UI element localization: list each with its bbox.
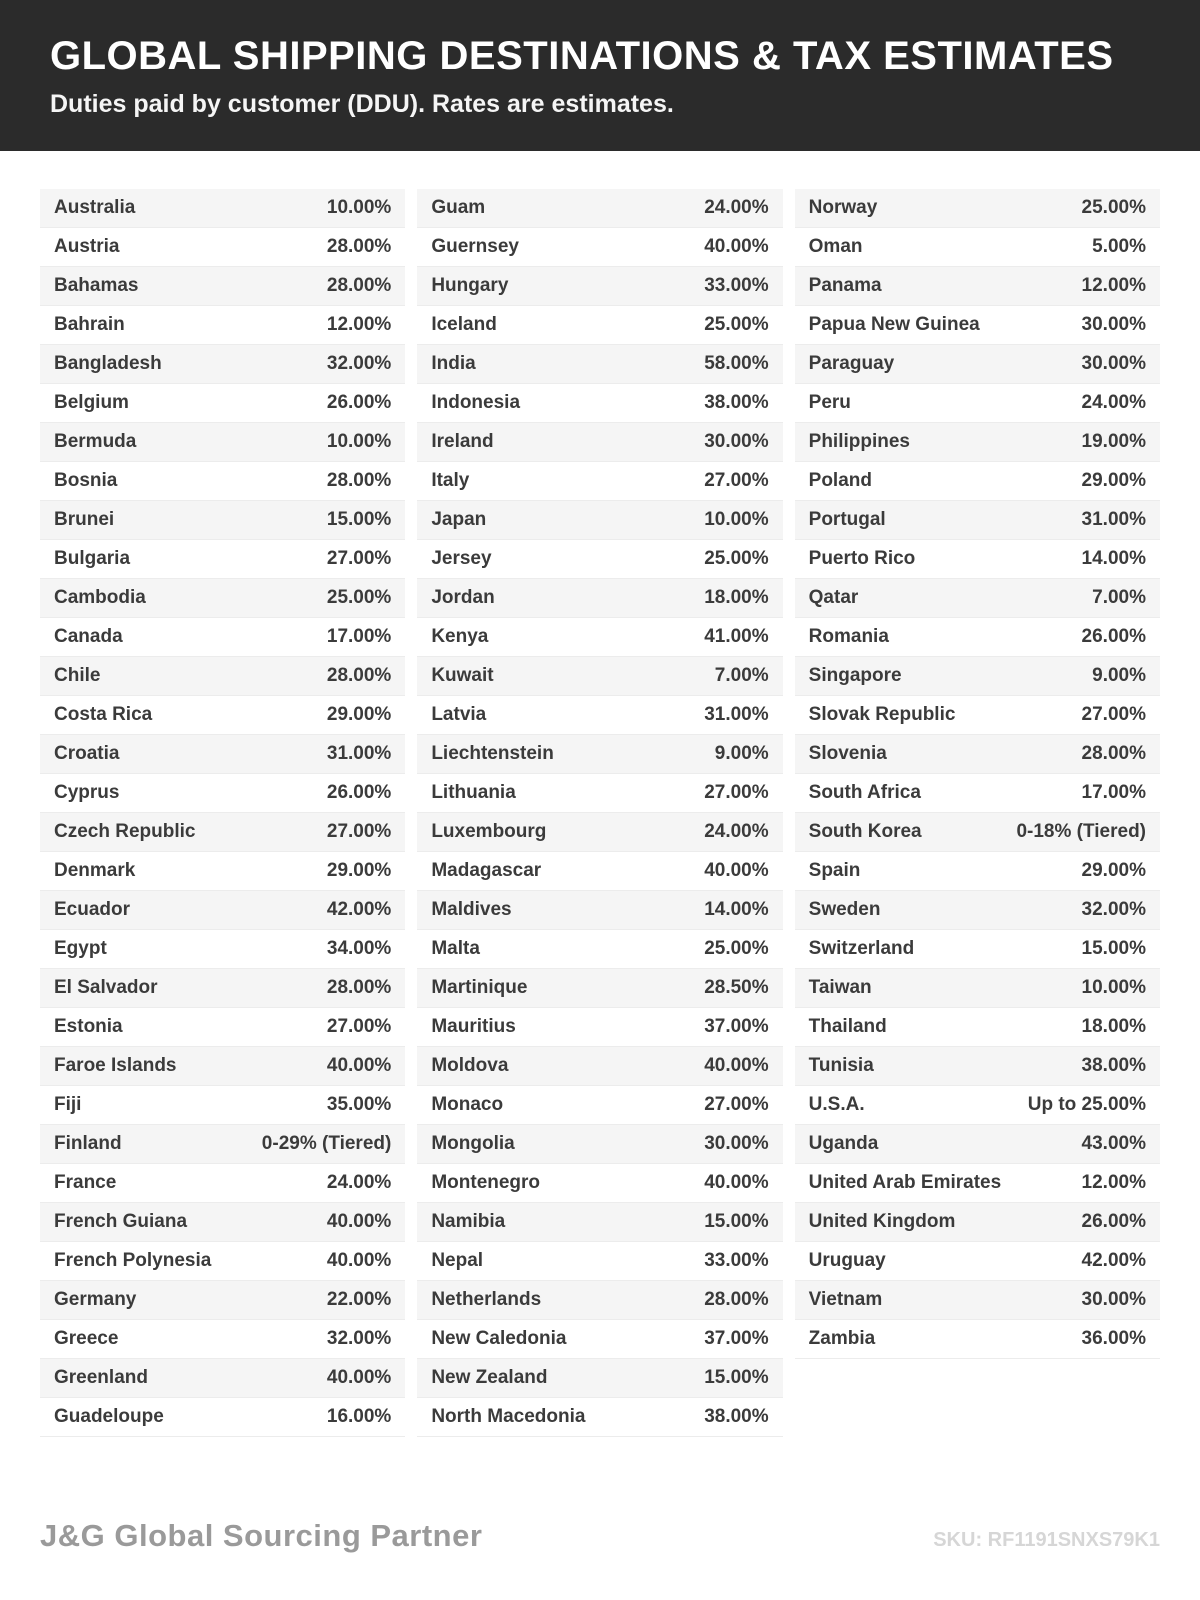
country-label: Germany (54, 1289, 137, 1310)
rate-value: 28.00% (704, 1289, 769, 1310)
rate-value: 14.00% (704, 899, 769, 920)
country-label: Chile (54, 665, 101, 686)
country-label: France (54, 1172, 117, 1193)
table-row (40, 1086, 405, 1125)
country-label: Guernsey (431, 236, 519, 257)
page-subtitle: Duties paid by customer (DDU). Rates are estimates. (50, 90, 674, 118)
rate-value: 27.00% (704, 470, 769, 491)
rate-value: 18.00% (1081, 1016, 1146, 1037)
table-row (417, 267, 782, 306)
table-row (417, 696, 782, 735)
rate-value: 25.00% (1081, 197, 1146, 218)
country-label: New Zealand (431, 1367, 548, 1388)
table-row (40, 1281, 405, 1320)
table-row (795, 501, 1160, 540)
rate-value: 25.00% (704, 548, 769, 569)
country-label: El Salvador (54, 977, 158, 998)
country-label: Paraguay (808, 353, 895, 374)
rate-value: 42.00% (1081, 1250, 1146, 1271)
country-label: Jordan (431, 587, 495, 608)
rate-value: 25.00% (326, 587, 392, 608)
country-label: Guadeloupe (54, 1406, 164, 1427)
country-label: Bulgaria (54, 548, 131, 569)
table-row (40, 501, 405, 540)
country-label: India (431, 353, 476, 374)
table-row (795, 540, 1160, 579)
rate-value: 12.00% (1081, 1172, 1146, 1193)
table-row (40, 1398, 405, 1437)
country-label: Slovenia (808, 743, 887, 764)
table-row (40, 1164, 405, 1203)
rate-value: 24.00% (1081, 392, 1146, 413)
table-row (40, 891, 405, 930)
country-label: Belgium (54, 392, 129, 413)
table-row (795, 735, 1160, 774)
rate-value: 37.00% (704, 1016, 769, 1037)
table-row (417, 189, 782, 228)
rate-value: 38.00% (1081, 1055, 1146, 1076)
country-label: Ireland (431, 431, 494, 452)
country-label: Jersey (431, 548, 492, 569)
country-label: Italy (431, 470, 470, 491)
rate-value: 28.00% (326, 275, 392, 296)
country-label: Mauritius (431, 1016, 516, 1037)
table-row (795, 852, 1160, 891)
table-row (40, 306, 405, 345)
rate-value: 10.00% (704, 509, 769, 530)
country-label: Portugal (808, 509, 886, 530)
table-row (40, 1125, 405, 1164)
table-row (417, 1008, 782, 1047)
country-label: Egypt (54, 938, 107, 959)
table-row (417, 930, 782, 969)
table-row (795, 228, 1160, 267)
table-row (795, 657, 1160, 696)
table-row (40, 813, 405, 852)
country-label: South Korea (808, 821, 922, 842)
rate-value: 40.00% (704, 236, 769, 257)
rate-value: 40.00% (704, 1172, 769, 1193)
rate-value: 29.00% (1081, 470, 1146, 491)
rate-value: 40.00% (326, 1055, 392, 1076)
table-row (795, 930, 1160, 969)
rate-value: 28.00% (326, 977, 392, 998)
rate-value: 32.00% (326, 353, 392, 374)
table-row (40, 345, 405, 384)
rate-value: 10.00% (326, 197, 392, 218)
table-row (795, 384, 1160, 423)
rate-value: 40.00% (704, 860, 769, 881)
table-row (795, 1242, 1160, 1281)
country-label: Moldova (431, 1055, 509, 1076)
country-label: Cyprus (54, 782, 120, 803)
rate-value: 42.00% (326, 899, 392, 920)
table-row (40, 1008, 405, 1047)
rate-value: 9.00% (714, 743, 769, 764)
rate-value: 37.00% (704, 1328, 769, 1349)
table-row (40, 735, 405, 774)
country-label: Puerto Rico (808, 548, 916, 569)
table-row (417, 501, 782, 540)
rate-value: 24.00% (326, 1172, 392, 1193)
table-row (795, 306, 1160, 345)
rate-value: 10.00% (1081, 977, 1146, 998)
page-title: GLOBAL SHIPPING DESTINATIONS & TAX ESTIMATES (50, 34, 1114, 78)
table-row (417, 540, 782, 579)
table-row (40, 267, 405, 306)
country-label: South Africa (808, 782, 921, 803)
table-row (40, 696, 405, 735)
table-row (40, 969, 405, 1008)
table-row (795, 462, 1160, 501)
table-row (417, 228, 782, 267)
table-row (40, 618, 405, 657)
rate-value: 7.00% (714, 665, 769, 686)
country-label: Thailand (808, 1016, 887, 1037)
table-row (417, 1086, 782, 1125)
rate-value: 26.00% (326, 782, 392, 803)
rate-value: 40.00% (326, 1211, 392, 1232)
country-label: Maldives (431, 899, 512, 920)
country-label: Austria (54, 236, 120, 257)
rate-value: 15.00% (704, 1211, 769, 1232)
country-label: Uruguay (808, 1250, 886, 1271)
country-label: Martinique (431, 977, 528, 998)
table-row (40, 1242, 405, 1281)
rate-value: 7.00% (1092, 587, 1146, 608)
table-row (795, 267, 1160, 306)
rate-value: 32.00% (326, 1328, 392, 1349)
page-footer (0, 1518, 1200, 1600)
country-label: Montenegro (431, 1172, 541, 1193)
table-row (417, 1398, 782, 1437)
country-label: Panama (808, 275, 882, 296)
rate-value: 28.50% (704, 977, 769, 998)
country-label: Zambia (808, 1328, 876, 1349)
table-row (417, 1359, 782, 1398)
rate-value: 28.00% (326, 665, 392, 686)
country-label: Peru (808, 392, 851, 413)
rate-value: 28.00% (326, 470, 392, 491)
rate-value: 26.00% (326, 392, 392, 413)
table-row (417, 774, 782, 813)
country-label: French Polynesia (54, 1250, 212, 1271)
country-label: Spain (808, 860, 861, 881)
rate-value: 27.00% (704, 782, 769, 803)
table-row (417, 384, 782, 423)
country-label: Tunisia (808, 1055, 874, 1076)
country-label: Kuwait (431, 665, 494, 686)
table-row (417, 423, 782, 462)
rate-value: 29.00% (1081, 860, 1146, 881)
country-label: Ecuador (54, 899, 131, 920)
table-row (417, 618, 782, 657)
rate-value: 27.00% (326, 821, 392, 842)
rate-value: 30.00% (704, 1133, 769, 1154)
rate-value: 27.00% (1081, 704, 1146, 725)
country-label: Denmark (54, 860, 136, 881)
brand-name: J&G Global Sourcing Partner (40, 1518, 483, 1553)
table-row (417, 306, 782, 345)
country-label: Australia (54, 197, 136, 218)
country-label: Namibia (431, 1211, 506, 1232)
rate-value: 15.00% (326, 509, 392, 530)
rate-value: 30.00% (1081, 1289, 1146, 1310)
rate-value: 5.00% (1092, 236, 1146, 257)
table-row (795, 1281, 1160, 1320)
country-label: United Arab Emirates (808, 1172, 1002, 1193)
rate-value: 29.00% (326, 704, 392, 725)
rate-value: 38.00% (704, 392, 769, 413)
table-row (417, 345, 782, 384)
rate-value: 30.00% (1081, 353, 1146, 374)
country-label: Hungary (431, 275, 509, 296)
rate-value: 27.00% (326, 548, 392, 569)
table-row (40, 657, 405, 696)
rate-value: 28.00% (326, 236, 392, 257)
country-label: U.S.A. (808, 1094, 865, 1115)
rate-value: 34.00% (326, 938, 392, 959)
table-row (417, 852, 782, 891)
rate-column (40, 189, 405, 1437)
rate-value: 0-29% (Tiered) (261, 1133, 392, 1154)
country-label: Croatia (54, 743, 120, 764)
country-label: French Guiana (54, 1211, 188, 1232)
rate-value: 26.00% (1081, 1211, 1146, 1232)
country-label: Indonesia (431, 392, 521, 413)
country-label: Luxembourg (431, 821, 547, 842)
country-label: Mongolia (431, 1133, 515, 1154)
rate-value: 15.00% (704, 1367, 769, 1388)
table-row (417, 1203, 782, 1242)
table-row (40, 774, 405, 813)
rate-value: 12.00% (1081, 275, 1146, 296)
country-label: Philippines (808, 431, 911, 452)
country-label: United Kingdom (808, 1211, 956, 1232)
table-row (40, 579, 405, 618)
rate-value: 14.00% (1081, 548, 1146, 569)
table-row (417, 1164, 782, 1203)
table-row (417, 1047, 782, 1086)
table-row (795, 423, 1160, 462)
country-label: Estonia (54, 1016, 123, 1037)
table-row (795, 579, 1160, 618)
rate-value: 38.00% (704, 1406, 769, 1427)
country-label: Greece (54, 1328, 119, 1349)
country-label: North Macedonia (431, 1406, 586, 1427)
country-label: Oman (808, 236, 863, 257)
table-row (795, 969, 1160, 1008)
country-label: Qatar (808, 587, 859, 608)
table-row (40, 462, 405, 501)
table-row (40, 540, 405, 579)
table-row (795, 1203, 1160, 1242)
table-row (417, 1125, 782, 1164)
rates-table (40, 189, 1160, 1437)
country-label: Taiwan (808, 977, 872, 998)
table-row (795, 813, 1160, 852)
rate-value: 17.00% (326, 626, 392, 647)
table-row (417, 891, 782, 930)
table-row (417, 462, 782, 501)
country-label: Monaco (431, 1094, 504, 1115)
table-row (40, 1047, 405, 1086)
rate-value: 15.00% (1081, 938, 1146, 959)
page-header (0, 0, 1200, 151)
country-label: Canada (54, 626, 123, 647)
country-label: Lithuania (431, 782, 516, 803)
country-label: Singapore (808, 665, 902, 686)
table-row (40, 852, 405, 891)
table-row (417, 1281, 782, 1320)
table-row (40, 1359, 405, 1398)
country-label: Bermuda (54, 431, 137, 452)
rate-value: 27.00% (704, 1094, 769, 1115)
country-label: Switzerland (808, 938, 915, 959)
rate-value: 17.00% (1081, 782, 1146, 803)
table-row (40, 384, 405, 423)
table-row (795, 696, 1160, 735)
rate-value: 27.00% (326, 1016, 392, 1037)
rate-value: 40.00% (326, 1367, 392, 1388)
rate-value: 25.00% (704, 314, 769, 335)
rate-value: 31.00% (326, 743, 392, 764)
rate-value: 26.00% (1081, 626, 1146, 647)
country-label: Costa Rica (54, 704, 153, 725)
rate-value: 31.00% (704, 704, 769, 725)
rate-column (795, 189, 1160, 1359)
table-row (417, 735, 782, 774)
rate-value: 36.00% (1081, 1328, 1146, 1349)
table-row (417, 1320, 782, 1359)
rate-value: 0-18% (Tiered) (1016, 821, 1146, 842)
country-label: Bahamas (54, 275, 139, 296)
table-row (795, 1125, 1160, 1164)
rate-column (417, 189, 782, 1437)
country-label: Japan (431, 509, 487, 530)
rate-value: 30.00% (704, 431, 769, 452)
table-row (417, 813, 782, 852)
country-label: Czech Republic (54, 821, 196, 842)
country-label: Bosnia (54, 470, 118, 491)
table-row (795, 1047, 1160, 1086)
table-row (40, 423, 405, 462)
rate-value: 32.00% (1081, 899, 1146, 920)
rate-value: 35.00% (326, 1094, 392, 1115)
country-label: Brunei (54, 509, 115, 530)
rate-value: 12.00% (326, 314, 392, 335)
country-label: Latvia (431, 704, 487, 725)
country-label: Faroe Islands (54, 1055, 177, 1076)
sku-label: SKU: RF1191SNXS79K1 (933, 1529, 1160, 1551)
table-row (795, 618, 1160, 657)
rate-value: 28.00% (1081, 743, 1146, 764)
country-label: Finland (54, 1133, 122, 1154)
table-row (795, 1320, 1160, 1359)
rate-value: 29.00% (326, 860, 392, 881)
rate-value: 33.00% (704, 275, 769, 296)
table-row (795, 1086, 1160, 1125)
country-label: New Caledonia (431, 1328, 567, 1349)
country-label: Uganda (808, 1133, 879, 1154)
table-row (40, 1203, 405, 1242)
country-label: Vietnam (808, 1289, 883, 1310)
country-label: Madagascar (431, 860, 542, 881)
rate-value: 9.00% (1092, 665, 1146, 686)
table-row (417, 579, 782, 618)
country-label: Romania (808, 626, 889, 647)
rate-value: Up to 25.00% (1027, 1094, 1146, 1115)
country-label: Bangladesh (54, 353, 162, 374)
table-row (417, 969, 782, 1008)
rate-value: 25.00% (704, 938, 769, 959)
country-label: Bahrain (54, 314, 125, 335)
rate-value: 24.00% (704, 197, 769, 218)
country-label: Sweden (808, 899, 881, 920)
table-row (40, 930, 405, 969)
rate-value: 40.00% (326, 1250, 392, 1271)
country-label: Cambodia (54, 587, 146, 608)
rate-value: 30.00% (1081, 314, 1146, 335)
table-row (40, 189, 405, 228)
rate-value: 31.00% (1081, 509, 1146, 530)
rate-value: 43.00% (1081, 1133, 1146, 1154)
country-label: Slovak Republic (808, 704, 956, 725)
country-label: Malta (431, 938, 480, 959)
country-label: Poland (808, 470, 872, 491)
rate-value: 24.00% (704, 821, 769, 842)
rate-value: 19.00% (1081, 431, 1146, 452)
table-row (795, 189, 1160, 228)
country-label: Kenya (431, 626, 489, 647)
table-row (40, 1320, 405, 1359)
rate-value: 40.00% (704, 1055, 769, 1076)
rate-value: 58.00% (704, 353, 769, 374)
table-row (417, 657, 782, 696)
country-label: Papua New Guinea (808, 314, 980, 335)
table-row (40, 228, 405, 267)
country-label: Guam (431, 197, 486, 218)
table-row (795, 891, 1160, 930)
country-label: Norway (808, 197, 878, 218)
rate-value: 41.00% (704, 626, 769, 647)
table-row (795, 1164, 1160, 1203)
country-label: Liechtenstein (431, 743, 554, 764)
table-row (795, 1008, 1160, 1047)
country-label: Fiji (54, 1094, 82, 1115)
rate-value: 22.00% (326, 1289, 392, 1310)
rate-value: 16.00% (326, 1406, 392, 1427)
rate-value: 10.00% (326, 431, 392, 452)
country-label: Greenland (54, 1367, 148, 1388)
country-label: Iceland (431, 314, 497, 335)
table-row (417, 1242, 782, 1281)
country-label: Netherlands (431, 1289, 542, 1310)
rate-value: 18.00% (704, 587, 769, 608)
table-row (795, 774, 1160, 813)
country-label: Nepal (431, 1250, 484, 1271)
rate-value: 33.00% (704, 1250, 769, 1271)
table-row (795, 345, 1160, 384)
